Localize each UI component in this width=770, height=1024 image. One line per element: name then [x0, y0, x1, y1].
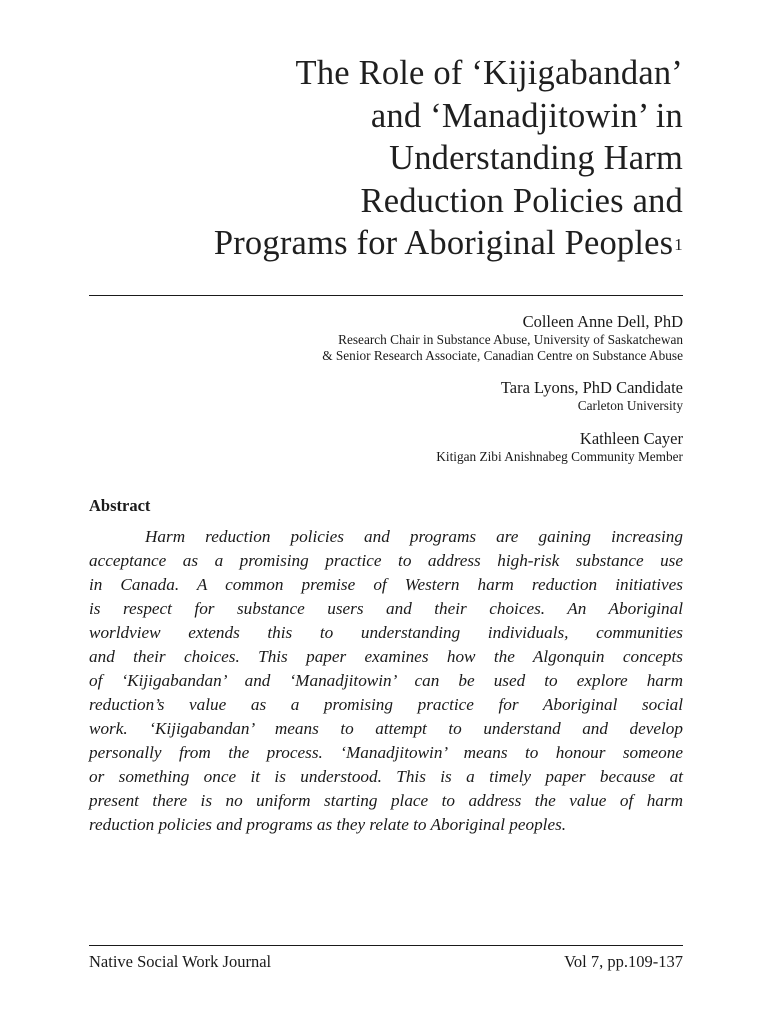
- abstract-line: and their choices. This paper examines how the Algonquin concepts: [89, 647, 683, 666]
- paper-title: [63, 52, 683, 265]
- abstract-text: [89, 525, 683, 837]
- author-affiliation: Kitigan Zibi Anishnabeg Community Member: [436, 448, 683, 464]
- title-line-text: Programs for Aboriginal Peoples: [213, 224, 674, 262]
- author-affiliation: Carleton University: [577, 398, 683, 413]
- abstract-heading: Abstract: [89, 496, 151, 515]
- author-affiliation: & Senior Research Associate, Canadian Centre on Substance Abuse: [322, 347, 683, 363]
- volume-pages: Vol 7, pp.109-137: [564, 952, 683, 971]
- author-block: [83, 312, 683, 479]
- abstract-line: of ‘Kijigabandan’ and ‘Manadjitowin’ can be used to explore harm: [89, 671, 683, 690]
- abstract-line: is respect for substance users and their choices. An Aboriginal: [89, 599, 683, 618]
- footer-divider: [89, 945, 683, 946]
- journal-name: Native Social Work Journal: [89, 952, 272, 971]
- title-line: Understanding Harm: [389, 139, 683, 177]
- abstract-line: or something once it is understood. This is a timely paper because at: [89, 767, 683, 786]
- title-footnote-mark[interactable]: 1: [674, 235, 683, 254]
- title-line: Reduction Policies and: [360, 181, 683, 220]
- abstract-line: Harm reduction policies and programs are gaining increasing: [145, 527, 683, 546]
- title-divider: [89, 295, 683, 296]
- abstract-line: work. ‘Kijigabandan’ means to attempt to understand and develop: [89, 719, 683, 738]
- author-entry: [83, 378, 683, 414]
- author-name: Kathleen Cayer: [579, 428, 683, 448]
- title-line: The Role of ‘Kijigabandan’: [295, 54, 683, 92]
- abstract-line: reduction’s value as a promising practice for Aboriginal social: [89, 695, 683, 714]
- title-line: and ‘Manadjitowin’ in: [370, 96, 683, 135]
- abstract-line: worldview extends this to understanding individuals, communities: [89, 623, 683, 642]
- author-name: Colleen Anne Dell, PhD: [522, 312, 683, 331]
- author-affiliation: Research Chair in Substance Abuse, University of Saskatchewan: [338, 332, 683, 347]
- abstract-line: reduction policies and programs as they relate to Aboriginal peoples.: [89, 815, 567, 834]
- abstract-line: acceptance as a promising practice to address high-risk substance use: [89, 551, 683, 570]
- abstract-line: in Canada. A common premise of Western harm reduction initiatives: [89, 575, 683, 594]
- author-name: Tara Lyons, PhD Candidate: [500, 378, 683, 397]
- author-entry: [83, 312, 683, 363]
- abstract-line: present there is no uniform starting place to address the value of harm: [89, 791, 683, 810]
- abstract-line: personally from the process. ‘Manadjitowin’ means to honour someone: [89, 743, 683, 762]
- author-entry: [83, 429, 683, 465]
- title-line: [63, 222, 683, 265]
